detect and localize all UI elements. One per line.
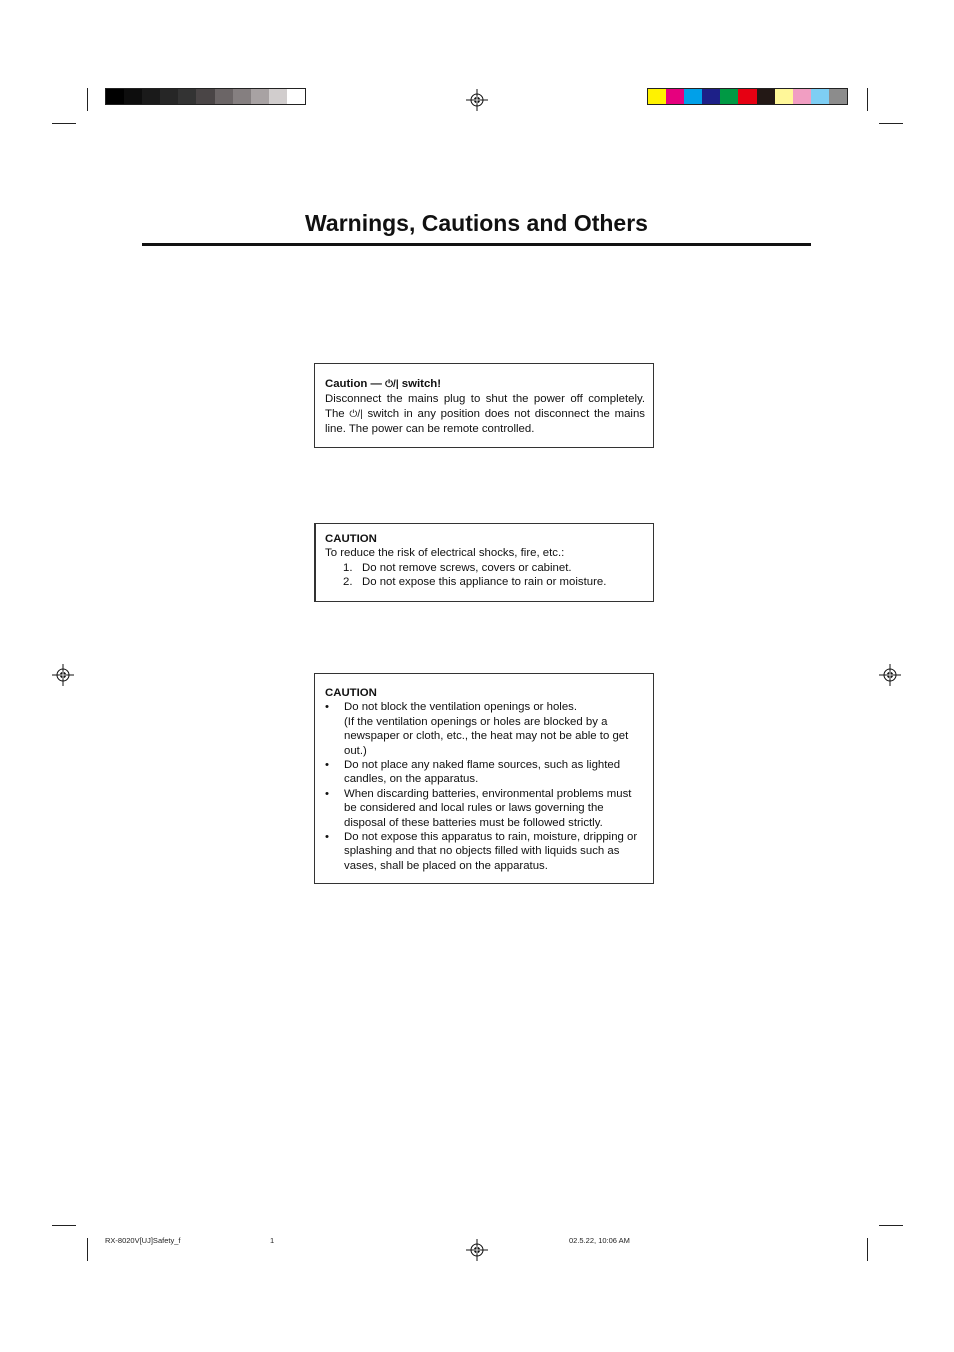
power-caution-heading-suffix: switch! [398, 378, 442, 390]
color-swatch [178, 89, 196, 104]
footer-page-number: 1 [270, 1236, 275, 1245]
footer-timestamp: 02.5.22, 10:06 AM [569, 1236, 630, 1245]
crop-mark [867, 1238, 868, 1261]
power-caution-body [325, 392, 645, 436]
power-standby-icon: ⏻/| [385, 379, 399, 390]
crop-mark [52, 123, 76, 124]
registration-mark-icon [466, 89, 488, 111]
color-swatch [160, 89, 178, 104]
vent-caution-heading: CAUTION [325, 687, 377, 699]
power-caution-line2-suffix: switch in any position does not disconnect the mains line. The power can be remote controlled. [325, 407, 645, 436]
grayscale-calibration-bar [105, 88, 306, 105]
electric-caution-list [325, 561, 645, 590]
color-calibration-bar [647, 88, 848, 105]
color-swatch [287, 89, 305, 104]
color-swatch [811, 89, 829, 104]
crop-mark [52, 1225, 76, 1226]
page-title: Warnings, Cautions and Others [305, 210, 648, 236]
power-caution-line1: Disconnect the mains plug to shut the power off completely. [325, 393, 645, 406]
bullet-icon: • [325, 831, 329, 844]
color-swatch [215, 89, 233, 104]
power-switch-caution-box [314, 363, 654, 448]
vent-caution-list [325, 700, 645, 873]
bullet-icon: • [325, 701, 329, 714]
color-swatch [829, 89, 847, 104]
power-standby-icon: ⏻/| [349, 408, 363, 420]
color-swatch [233, 89, 251, 104]
list-item: • Do not block the ventilation openings or holes. (If the ventilation openings or holes are blocked by a newspaper or cloth, etc., the heat may not be able to get out.) [325, 701, 629, 757]
electric-caution-intro: To reduce the risk of electrical shocks, fire, etc.: [325, 547, 565, 560]
color-swatch [684, 89, 702, 104]
color-swatch [757, 89, 775, 104]
electric-shock-caution-box [314, 523, 654, 602]
list-item: • Do not place any naked flame sources, such as lighted candles, on the apparatus. [325, 759, 621, 786]
crop-mark [87, 1238, 88, 1261]
crop-mark [879, 1225, 903, 1226]
color-swatch [269, 89, 287, 104]
bullet-icon: • [325, 759, 329, 772]
registration-mark-icon [466, 1239, 488, 1261]
crop-mark [87, 88, 88, 111]
color-swatch [106, 89, 124, 104]
color-swatch [775, 89, 793, 104]
footer-file-name: RX-8020V[UJ]Safety_f [105, 1236, 181, 1245]
color-swatch [251, 89, 269, 104]
power-caution-line2-prefix: The [325, 407, 350, 420]
registration-mark-icon [879, 664, 901, 686]
crop-mark [879, 123, 903, 124]
bullet-icon: • [325, 787, 329, 800]
color-swatch [196, 89, 214, 104]
list-item: 1. Do not remove screws, covers or cabinet. [343, 561, 572, 574]
crop-mark [867, 88, 868, 111]
color-swatch [702, 89, 720, 104]
ventilation-caution-box [314, 673, 654, 884]
list-item: • Do not expose this apparatus to rain, moisture, dripping or splashing and that no objects filled with liquids such as vases, shall be placed on the apparatus. [325, 831, 638, 872]
color-swatch [720, 89, 738, 104]
electric-caution-heading: CAUTION [325, 533, 377, 545]
color-swatch [738, 89, 756, 104]
list-item: • When discarding batteries, environmental problems must be considered and local rules or laws governing the disposal of these batteries must be followed strictly. [325, 787, 632, 829]
color-swatch [142, 89, 160, 104]
registration-mark-icon [52, 664, 74, 686]
power-caution-heading-prefix: Caution — [325, 378, 386, 390]
color-swatch [666, 89, 684, 104]
list-item: 2. Do not expose this appliance to rain or moisture. [343, 576, 607, 589]
color-swatch [648, 89, 666, 104]
color-swatch [124, 89, 142, 104]
title-rule [142, 243, 811, 246]
power-caution-heading [325, 377, 645, 392]
color-swatch [793, 89, 811, 104]
